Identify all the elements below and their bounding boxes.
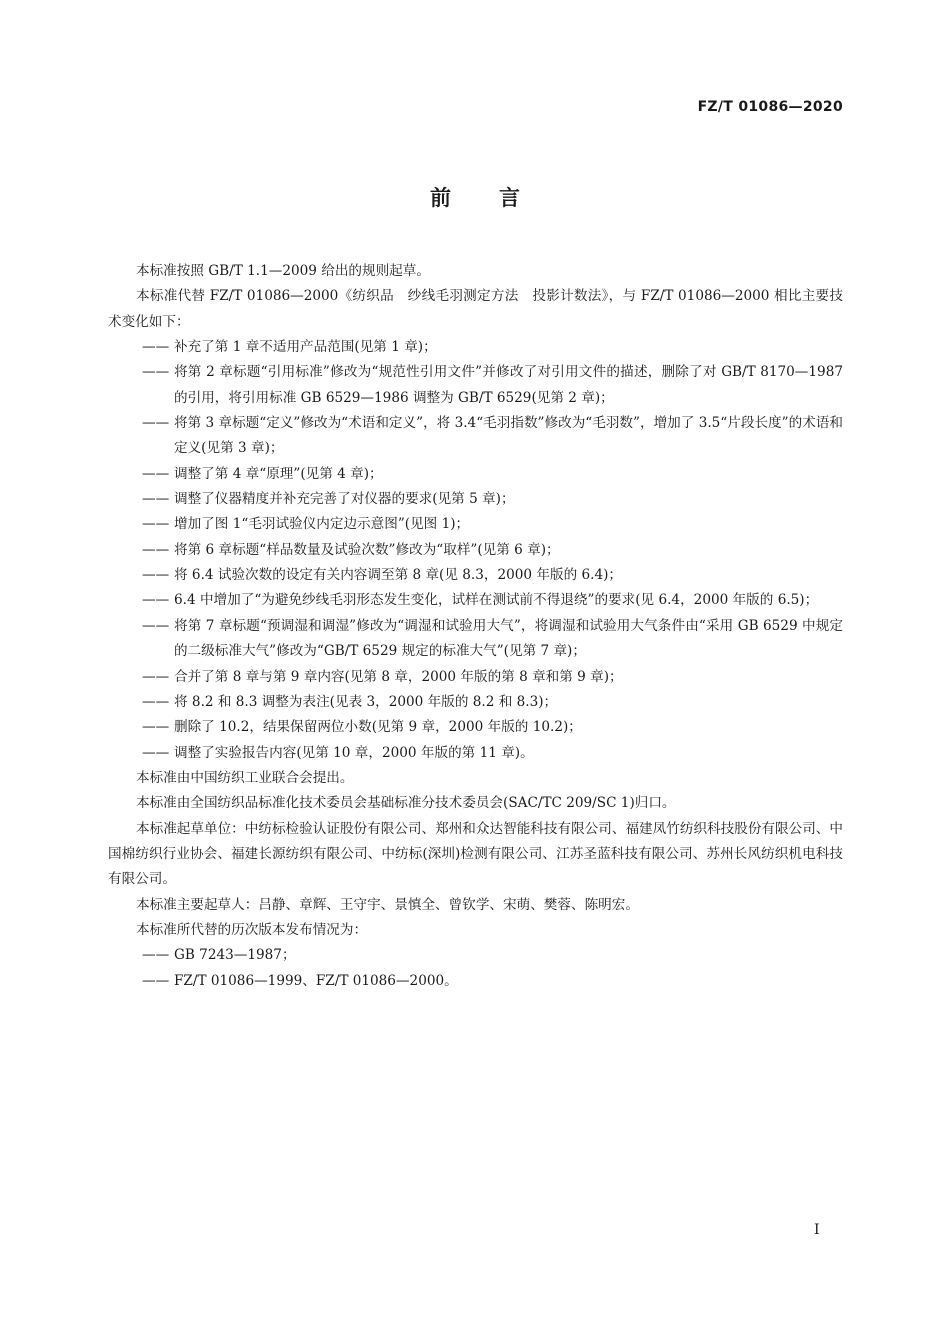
list-dash: —— xyxy=(142,668,170,685)
list-item-text: 将第 6 章标题“样品数量及试验次数”修改为“取样”(见第 6 章)； xyxy=(174,541,560,558)
list-item-text: 增加了图 1“毛羽试验仪内定边示意图”(见图 1)； xyxy=(174,516,470,533)
paragraph-drafters: 本标准主要起草人：吕静、章辉、王守宇、景慎全、曾钦学、宋萌、樊蓉、陈明宏。 xyxy=(136,896,639,913)
paragraph-committee: 本标准由全国纺织品标准化技术委员会基础标准分技术委员会(SAC/TC 209/SC 1)归口。 xyxy=(136,795,676,812)
list-dash: —— xyxy=(142,744,170,761)
list-item xyxy=(108,512,843,537)
page-title: 前言 xyxy=(430,186,568,210)
list-item xyxy=(108,335,843,360)
list-dash: —— xyxy=(142,364,170,381)
list-dash: —— xyxy=(142,516,170,533)
changes-list xyxy=(108,335,843,766)
list-item-text: 补充了第 1 章不适用产品范围(见第 1 章)； xyxy=(174,339,437,356)
list-item-text: 将 8.2 和 8.3 调整为表注(见表 3，2000 年版的 8.2 和 8.3)； xyxy=(174,693,558,710)
list-item xyxy=(108,563,843,588)
paragraph-drafting-units: 本标准起草单位：中纺标检验认证股份有限公司、郑州和众达智能科技有限公司、福建凤竹纺织科技股份有限公司、中国棉纺织行业协会、福建长源纺织有限公司、中纺标(深圳)检测有限公司、江苏圣蓝科技有限公司、苏州长风纺织机电科技有限公司。 xyxy=(108,820,843,888)
list-dash: —— xyxy=(142,719,170,736)
list-dash: —— xyxy=(142,541,170,558)
paragraph-proposer: 本标准由中国纺织工业联合会提出。 xyxy=(136,769,354,786)
list-item xyxy=(108,943,843,968)
history-list xyxy=(108,943,843,994)
list-item-text: FZ/T 01086—1999、FZ/T 01086—2000。 xyxy=(174,972,458,989)
list-item xyxy=(108,487,843,512)
list-item xyxy=(108,614,843,665)
list-item xyxy=(108,411,843,462)
list-item xyxy=(108,665,843,690)
list-dash: —— xyxy=(142,947,170,964)
list-item xyxy=(108,538,843,563)
list-item-text: 将第 7 章标题“预调湿和调湿”修改为“调湿和试验用大气”，将调湿和试验用大气条件由“采用 GB 6529 中规定的二级标准大气”修改为“GB/T 6529 规定的标准大气”(见第 7 章)； xyxy=(174,617,843,660)
list-item-text: 调整了实验报告内容(见第 10 章，2000 年版的第 11 章)。 xyxy=(174,744,534,761)
list-dash: —— xyxy=(142,972,170,989)
list-item xyxy=(108,360,843,411)
list-dash: —— xyxy=(142,592,170,609)
paragraph-drafting-rules: 本标准按照 GB/T 1.1—2009 给出的规则起草。 xyxy=(136,263,430,279)
list-item-text: 合并了第 8 章与第 9 章内容(见第 8 章，2000 年版的第 8 章和第 9 章)； xyxy=(174,668,623,685)
list-item-text: 将 6.4 试验次数的设定有关内容调至第 8 章(见 8.3，2000 年版的 6.4)； xyxy=(174,567,623,584)
list-dash: —— xyxy=(142,617,170,634)
list-item-text: GB 7243—1987； xyxy=(174,947,296,964)
list-item-text: 删除了 10.2，结果保留两位小数(见第 9 章，2000 年版的 10.2)； xyxy=(174,719,582,736)
list-dash: —— xyxy=(142,693,170,710)
list-item-text: 将第 3 章标题“定义”修改为“术语和定义”，将 3.4“毛羽指数”修改为“毛羽数”，增加了 3.5“片段长度”的术语和定义(见第 3 章)； xyxy=(174,415,843,457)
list-item-text: 将第 2 章标题“引用标准”修改为“规范性引用文件”并修改了对引用文件的描述，删除了对 GB/T 8170—1987 的引用，将引用标准 GB 6529—1986 调整为 GB/T 6529(见第 2 章)； xyxy=(174,364,843,406)
list-dash: —— xyxy=(142,491,170,508)
list-item-text: 调整了仪器精度并补充完善了对仪器的要求(见第 5 章)； xyxy=(174,491,515,508)
list-item xyxy=(108,715,843,740)
standard-code: FZ/T 01086—2020 xyxy=(697,99,843,115)
list-item xyxy=(108,969,843,994)
list-dash: —— xyxy=(142,415,170,432)
paragraph-replacement: 本标准代替 FZ/T 01086—2000《纺织品 纱线毛羽测定方法 投影计数法》，与 FZ/T 01086—2000 相比主要技术变化如下： xyxy=(108,288,843,330)
document-body xyxy=(108,259,843,994)
list-item-text: 6.4 中增加了“为避免纱线毛羽形态发生变化，试样在测试前不得退绕”的要求(见 6.4，2000 年版的 6.5)； xyxy=(174,592,819,609)
list-item xyxy=(108,741,843,766)
page-number: I xyxy=(814,1222,820,1238)
list-dash: —— xyxy=(142,465,170,482)
list-item xyxy=(108,690,843,715)
list-dash: —— xyxy=(142,339,170,356)
list-item xyxy=(108,588,843,613)
list-item-text: 调整了第 4 章“原理”(见第 4 章)； xyxy=(174,465,383,482)
list-item xyxy=(108,462,843,487)
list-dash: —— xyxy=(142,567,170,584)
paragraph-history-intro: 本标准所代替的历次版本发布情况为： xyxy=(136,921,368,938)
